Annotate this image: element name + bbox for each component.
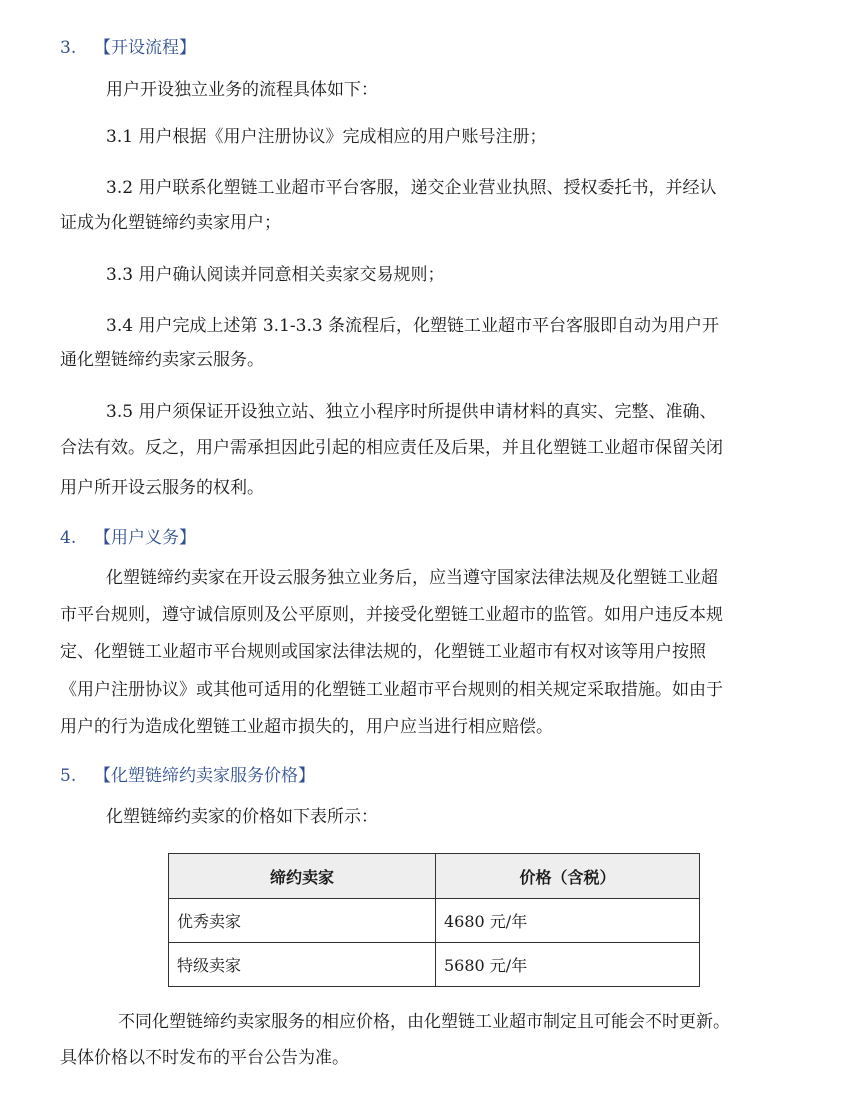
section-3-title: 【开设流程】 bbox=[94, 38, 196, 58]
section-4-title: 【用户义务】 bbox=[94, 528, 196, 548]
price-table bbox=[168, 853, 700, 987]
section-4-line-2: 市平台规则，遵守诚信原则及公平原则，并接受化塑链工业超市的监管。如用户违反本规 bbox=[60, 605, 723, 625]
section-4-heading bbox=[60, 527, 196, 549]
step-3-3: 3.3 用户确认阅读并同意相关卖家交易规则； bbox=[106, 265, 445, 285]
table-header-row bbox=[169, 854, 700, 899]
table-row bbox=[169, 943, 700, 987]
section-3-intro: 用户开设独立业务的流程具体如下： bbox=[106, 80, 378, 100]
section-3-heading bbox=[60, 37, 196, 59]
step-3-1: 3.1 用户根据《用户注册协议》完成相应的用户账号注册； bbox=[106, 127, 547, 147]
section-4-line-4: 《用户注册协议》或其他可适用的化塑链工业超市平台规则的相关规定采取措施。如由于 bbox=[60, 680, 723, 700]
table-row bbox=[169, 899, 700, 943]
step-3-2-line-1: 3.2 用户联系化塑链工业超市平台客服，递交企业营业执照、授权委托书，并经认 bbox=[106, 178, 717, 198]
section-5-intro: 化塑链缔约卖家的价格如下表所示： bbox=[106, 807, 378, 827]
step-3-5-line-2: 合法有效。反之，用户需承担因此引起的相应责任及后果，并且化塑链工业超市保留关闭 bbox=[60, 438, 723, 458]
section-5-heading bbox=[60, 765, 315, 787]
table-header-cell: 价格（含税） bbox=[436, 854, 700, 899]
price-note-line-2: 具体价格以不时发布的平台公告为准。 bbox=[60, 1048, 349, 1068]
section-4-line-5: 用户的行为造成化塑链工业超市损失的，用户应当进行相应赔偿。 bbox=[60, 717, 553, 737]
section-4-number: 4. bbox=[60, 528, 77, 548]
table-cell: 特级卖家 bbox=[169, 943, 436, 987]
section-4-line-3: 定、化塑链工业超市平台规则或国家法律法规的，化塑链工业超市有权对该等用户按照 bbox=[60, 642, 706, 662]
section-3-number: 3. bbox=[60, 38, 77, 58]
table-cell: 优秀卖家 bbox=[169, 899, 436, 943]
step-3-2-line-2: 证成为化塑链缔约卖家用户； bbox=[60, 213, 281, 233]
section-5-number: 5. bbox=[60, 766, 77, 786]
table-header-cell: 缔约卖家 bbox=[169, 854, 436, 899]
step-3-5-line-3: 用户所开设云服务的权利。 bbox=[60, 478, 264, 498]
step-3-4-line-2: 通化塑链缔约卖家云服务。 bbox=[60, 350, 264, 370]
price-note-line-1: 不同化塑链缔约卖家服务的相应价格，由化塑链工业超市制定且可能会不时更新。 bbox=[118, 1012, 730, 1032]
section-4-line-1: 化塑链缔约卖家在开设云服务独立业务后，应当遵守国家法律法规及化塑链工业超 bbox=[106, 568, 718, 588]
step-3-5-line-1: 3.5 用户须保证开设独立站、独立小程序时所提供申请材料的真实、完整、准确、 bbox=[106, 402, 717, 422]
step-3-4-line-1: 3.4 用户完成上述第 3.1-3.3 条流程后，化塑链工业超市平台客服即自动为用户开 bbox=[106, 316, 720, 336]
table-cell: 5680 元/年 bbox=[436, 943, 700, 987]
section-5-title: 【化塑链缔约卖家服务价格】 bbox=[94, 766, 315, 786]
table-cell: 4680 元/年 bbox=[436, 899, 700, 943]
